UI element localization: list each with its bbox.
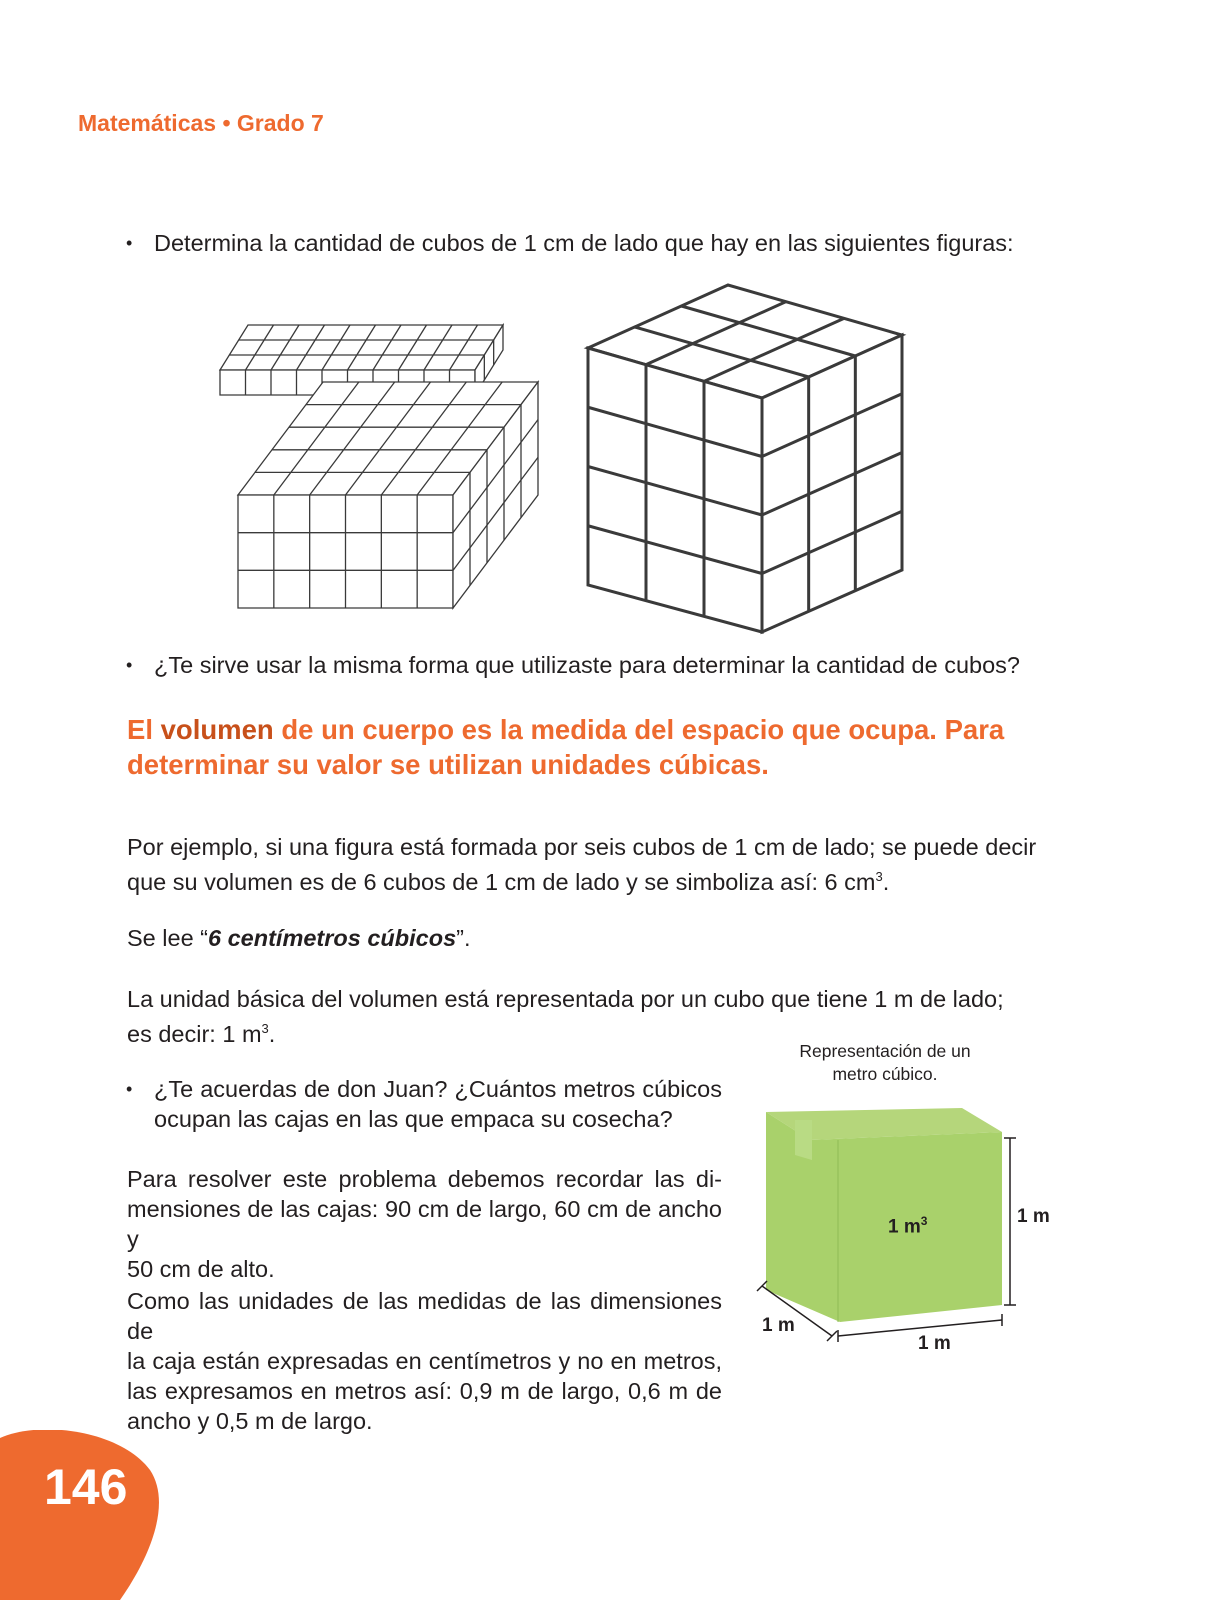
resolve-line2: mensiones de las cajas: 90 cm de largo, 60 cm de ancho y — [127, 1196, 722, 1252]
volume-label-text: 1 m — [888, 1216, 921, 1238]
example-paragraph — [127, 832, 1047, 897]
basic-unit-line1: La unidad básica del volumen está representada por un cubo que tiene 1 m de lado; — [127, 986, 1004, 1012]
instruction-text: Determina la cantidad de cubos de 1 cm de lado que hay en las siguientes figuras: — [154, 230, 1014, 256]
definition-line2: determinar su valor se utilizan unidades cúbicas. — [127, 749, 769, 780]
convert-line3: las expresamos en metros así: 0,9 m de largo, 0,6 m de — [127, 1378, 722, 1404]
superscript: 3 — [261, 1021, 269, 1036]
superscript: 3 — [920, 1214, 928, 1228]
caption-line1: Representación de un — [799, 1041, 971, 1061]
box-prism-figure — [238, 382, 538, 608]
bullet-dot: • — [126, 233, 133, 253]
question-text: ¿Te sirve usar la misma forma que utilizaste para determinar la cantidad de cubos? — [154, 652, 1020, 678]
convert-line1: Como las unidades de las medidas de las dimensiones de — [127, 1288, 722, 1344]
example-text: . — [882, 868, 890, 895]
convert-paragraph — [127, 1286, 722, 1436]
cube-caption — [770, 1040, 1000, 1086]
example-line2 — [127, 862, 1047, 897]
volume-definition — [127, 712, 1027, 782]
convert-line2: la caja están expresadas en centímetros y no en metros, — [127, 1348, 722, 1374]
resolve-line3: 50 cm de alto. — [127, 1256, 275, 1282]
don-juan-bullet — [126, 1074, 722, 1134]
don-juan-question — [154, 1074, 722, 1134]
volume-label — [888, 1214, 927, 1238]
bullet-dot: • — [126, 655, 133, 675]
reading-line — [127, 923, 471, 953]
example-line1: Por ejemplo, si una figura está formada por seis cubos de 1 cm de lado; se puede decir — [127, 834, 1037, 860]
large-cube-figure — [588, 285, 902, 632]
resolve-line1: Para resolver este problema debemos recordar las di- — [127, 1166, 722, 1192]
reading-text: Se lee “ — [127, 925, 208, 951]
reading-emphasis: 6 centímetros cúbicos — [208, 925, 457, 951]
height-label: 1 m — [1017, 1206, 1050, 1227]
resolve-paragraph — [127, 1164, 722, 1284]
definition-text: de un cuerpo es la medida del espacio que ocupa. Para — [273, 714, 1005, 745]
cubes-figures — [210, 280, 930, 640]
basic-unit-text: . — [268, 1020, 276, 1047]
depth-label: 1 m — [762, 1315, 795, 1336]
definition-keyword: volumen — [160, 714, 274, 745]
example-text: que su volumen es de 6 cubos de 1 cm de lado y se simboliza así: 6 cm — [127, 868, 876, 895]
page-header: Matemáticas • Grado 7 — [78, 110, 324, 136]
definition-text: El — [127, 714, 161, 745]
width-label: 1 m — [918, 1333, 951, 1354]
convert-line4: ancho y 0,5 m de largo. — [127, 1408, 373, 1434]
bullet-dot: • — [126, 1079, 133, 1099]
don-juan-line2: ocupan las cajas en las que empaca su cosecha? — [154, 1106, 673, 1132]
reading-text: ”. — [456, 925, 471, 951]
page-number: 146 — [44, 1459, 128, 1515]
don-juan-line1: ¿Te acuerdas de don Juan? ¿Cuántos metros cúbicos — [154, 1076, 722, 1102]
caption-line2: metro cúbico. — [832, 1064, 938, 1084]
superscript: 3 — [875, 869, 883, 884]
basic-unit-text: es decir: 1 m — [127, 1020, 262, 1047]
